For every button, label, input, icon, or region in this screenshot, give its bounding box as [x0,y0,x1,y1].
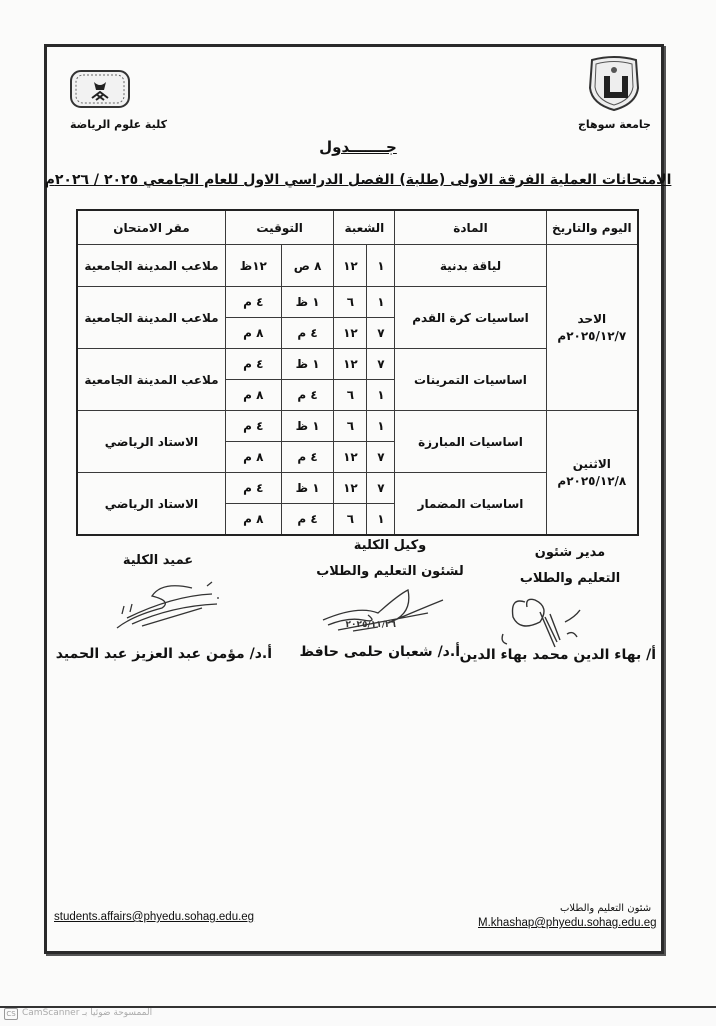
day-cell [546,245,638,411]
time-from: ١ ظ [281,411,334,442]
day-cell [546,411,638,536]
time-to: ١٢ظ [225,245,281,287]
exam-schedule-table [76,209,639,536]
day-date: ٢٠٢٥/١٢/٨م [557,473,627,488]
time-to: ٤ م [225,287,281,318]
subject-cell: اساسيات كرة القدم [395,287,546,349]
time-to: ٤ م [225,473,281,504]
email-link-left[interactable]: students.affairs@phyedu.sohag.edu.eg [54,911,255,923]
location-cell: ملاعب المدينة الجامعية [77,245,225,287]
cs-logo-icon: CS [4,1008,18,1020]
handwritten-signature-icon [318,585,448,635]
day-date: ٢٠٢٥/١٢/٧م [557,328,627,343]
location-cell: الاستاد الرياضي [77,411,225,473]
time-to: ٨ م [225,318,281,349]
section-from: ٧ [367,349,395,380]
scanner-caption: الممسوحة ضوئيا بـ [82,1008,153,1018]
time-to: ٨ م [225,504,281,536]
section-from: ٧ [367,318,395,349]
section-from: ١ [367,380,395,411]
day-name: الاحد [577,311,607,326]
vice-dean-role-line1: وكيل الكلية [353,538,427,553]
vice-dean-role-line2: لشئون التعليم والطلاب [316,564,464,579]
signature-director [459,540,656,663]
dean-name: أ.د/ مؤمن عبد العزيز عبد الحميد [55,646,272,662]
section-from: ١ [367,504,395,536]
subject-cell: اساسيات المبارزة [395,411,546,473]
vice-dean-name: أ.د/ شعبان حلمى حافظ [299,644,460,660]
subject-cell: لياقة بدنية [395,245,546,287]
section-to: ١٢ [334,245,367,287]
signature-vice-dean [299,533,480,660]
subtitle-text: الامتحانات العملية الفرقة الاولى (طلبة) الفصل الدراسي الاول للعام الجامعي ٢٠٢٥ / ٢٠٢٦م [44,172,672,188]
time-from: ٨ ص [281,245,334,287]
section-from: ٧ [367,442,395,473]
subject-cell: اساسيات التمرينات [395,349,546,411]
time-to: ٤ م [225,349,281,380]
university-name: جامعة سوهاج [578,118,651,131]
director-role-line1: مدير شئون [534,545,606,560]
svg-text:٢٠٢٥/١١/٢٦: ٢٠٢٥/١١/٢٦ [345,620,396,630]
header-timing: التوقيت [225,210,334,245]
email-link-right[interactable]: M.khashap@phyedu.sohag.edu.eg [478,917,657,929]
header-subject: المادة [395,210,546,245]
location-cell: الاستاد الرياضي [77,473,225,536]
section-to: ١٢ [334,349,367,380]
section-to: ١٢ [334,318,367,349]
dean-role-line1: عميد الكلية [122,553,194,568]
time-from: ٤ م [281,318,334,349]
section-to: ١٢ [334,473,367,504]
section-to: ١٢ [334,442,367,473]
time-from: ١ ظ [281,349,334,380]
title-text: جـــــــدول [319,138,397,156]
handwritten-signature-icon [102,576,242,636]
signature-dean [55,548,272,662]
director-name: أ/ بهاء الدين محمد بهاء الدين [459,647,656,663]
section-to: ٦ [334,287,367,318]
scanner-app-name: CamScanner [22,1008,80,1018]
time-to: ٨ م [225,442,281,473]
university-logo-icon [584,54,644,112]
table-row [77,411,638,442]
time-from: ١ ظ [281,473,334,504]
table-header-row [77,210,638,245]
section-from: ١ [367,245,395,287]
time-from: ١ ظ [281,287,334,318]
section-to: ٦ [334,411,367,442]
time-from: ٤ م [281,380,334,411]
header-day-date: اليوم والتاريخ [546,210,638,245]
section-from: ٧ [367,473,395,504]
header-section: الشعبة [334,210,395,245]
subject-cell: اساسيات المضمار [395,473,546,536]
section-from: ١ [367,287,395,318]
director-role-line2: التعليم والطلاب [519,571,621,586]
section-to: ٦ [334,504,367,536]
header-location: مقر الامتحان [77,210,225,245]
footer-dept-label: شئون التعليم والطلاب [560,903,652,914]
document-title [0,138,716,156]
time-to: ٤ م [225,411,281,442]
document-subtitle [0,172,716,188]
time-from: ٤ م [281,442,334,473]
table-row [77,245,638,287]
faculty-logo-icon [68,68,132,110]
scanner-watermark-text [22,1008,152,1018]
section-from: ١ [367,411,395,442]
handwritten-signature-icon [495,592,605,652]
day-name: الاثنين [572,456,611,471]
time-from: ٤ م [281,504,334,536]
location-cell: ملاعب المدينة الجامعية [77,287,225,349]
time-to: ٨ م [225,380,281,411]
location-cell: ملاعب المدينة الجامعية [77,349,225,411]
faculty-name: كلية علوم الرياضة [70,118,167,131]
section-to: ٦ [334,380,367,411]
